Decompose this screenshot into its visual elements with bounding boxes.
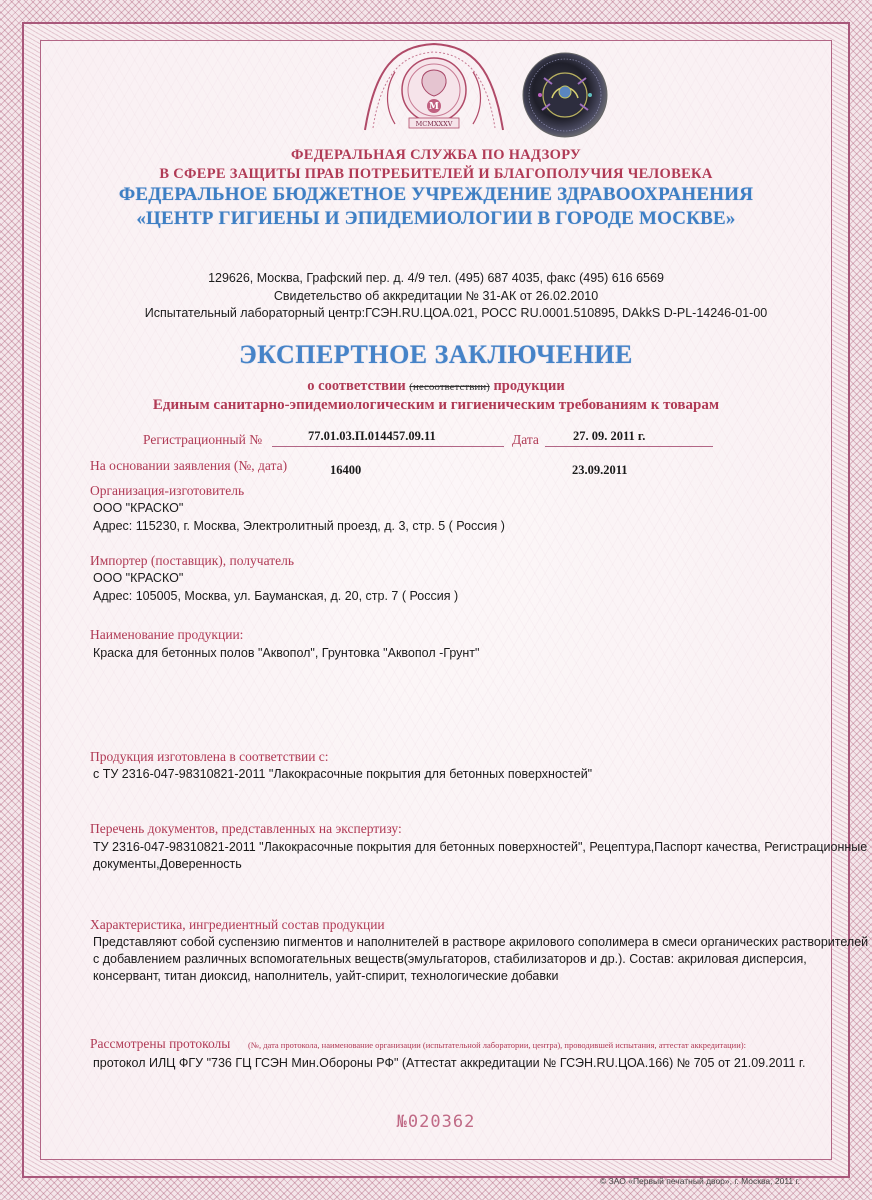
- lab-center-codes: Испытательный лабораторный центр:ГСЭН.RU.ЦОА.021, РОСС RU.0001.510895, DAkkS D-PL-14246-01-00: [144, 306, 768, 320]
- subtitle-pre: о соответствии: [307, 378, 410, 394]
- produced-per-label: Продукция изготовлена в соответствии с:: [90, 749, 329, 764]
- serial-number: №020362: [396, 1112, 476, 1132]
- svg-text:М: М: [429, 102, 439, 112]
- reg-number-value: 77.01.03.П.014457.09.11: [308, 429, 436, 443]
- agency-line-1: ФЕДЕРАЛЬНАЯ СЛУЖБА ПО НАДЗОРУ: [291, 147, 581, 163]
- institution-seal-icon: [355, 38, 513, 138]
- basis-number: 16400: [330, 463, 362, 477]
- importer-label: Импортер (поставщик), получатель: [90, 553, 295, 568]
- reg-number-underline: [272, 446, 504, 447]
- manufacturer-label: Организация-изготовитель: [90, 483, 245, 498]
- composition-line-3: консервант, титан диоксид, наполнитель, уайт-спирит, технологические добавки: [93, 969, 559, 983]
- composition-line-1: Представляют собой суспензию пигментов и наполнителей в растворе акрилового сополимера в смеси органических растворителей: [93, 935, 869, 949]
- date-value: 27. 09. 2011 г.: [573, 429, 646, 443]
- printer-imprint: © ЗАО «Первый печатный двор», г. Москва, 2011 г.: [600, 1176, 800, 1186]
- reg-number-label: Регистрационный №: [143, 432, 263, 447]
- documents-line-2: документы,Доверенность: [93, 857, 242, 871]
- product-label: Наименование продукции:: [90, 627, 244, 642]
- protocols-value: протокол ИЛЦ ФГУ "736 ГЦ ГСЭН Мин.Обороны РФ" (Аттестат аккредитации № ГСЭН.RU.ЦОА.166) № 705 от 21.09.2011 г.: [93, 1056, 806, 1070]
- protocols-label: Рассмотрены протоколы: [90, 1036, 231, 1051]
- produced-per-value: с ТУ 2316-047-98310821-2011 "Лакокрасочные покрытия для бетонных поверхностей": [93, 767, 593, 781]
- institution-line-1: ФЕДЕРАЛЬНОЕ БЮДЖЕТНОЕ УЧРЕЖДЕНИЕ ЗДРАВООХРАНЕНИЯ: [118, 184, 754, 205]
- manufacturer-address: Адрес: 115230, г. Москва, Электролитный проезд, д. 3, стр. 5 ( Россия ): [93, 519, 505, 533]
- importer-name: ООО "КРАСКО": [93, 571, 184, 585]
- document-title: ЭКСПЕРТНОЕ ЗАКЛЮЧЕНИЕ: [239, 340, 633, 369]
- product-value: Краска для бетонных полов "Аквопол", Грунтовка "Аквопол -Грунт": [93, 646, 480, 660]
- accreditation-certificate: Свидетельство об аккредитации № 31-АК от 26.02.2010: [273, 289, 599, 303]
- document-subtitle-2: Единым санитарно-эпидемиологическим и гигиеническим требованиям к товарам: [152, 397, 720, 413]
- date-label: Дата: [512, 432, 539, 447]
- basis-date: 23.09.2011: [572, 463, 628, 477]
- manufacturer-name: ООО "КРАСКО": [93, 501, 184, 515]
- svg-text:MCMXXXV: MCMXXXV: [415, 120, 453, 128]
- basis-label: На основании заявления (№, дата): [90, 458, 288, 473]
- institution-address: 129626, Москва, Графский пер. д. 4/9 тел. (495) 687 4035, факс (495) 616 6569: [208, 271, 664, 285]
- institution-line-2: «ЦЕНТР ГИГИЕНЫ И ЭПИДЕМИОЛОГИИ В ГОРОДЕ МОСКВЕ»: [136, 208, 736, 229]
- protocols-hint: (№, дата протокола, наименование организации (испытательной лаборатории, центра), проводившей испытания, аттестат аккредитации):: [248, 1040, 746, 1050]
- documents-label: Перечень документов, представленных на экспертизу:: [90, 821, 402, 836]
- importer-address: Адрес: 105005, Москва, ул. Бауманская, д. 20, стр. 7 ( Россия ): [93, 589, 459, 603]
- subtitle-struck-word: (несоответствии): [409, 381, 490, 393]
- date-underline: [545, 446, 713, 447]
- subtitle-post: продукции: [489, 378, 565, 394]
- document-subtitle: [0, 378, 872, 395]
- composition-label: Характеристика, ингредиентный состав продукции: [90, 917, 385, 932]
- composition-line-2: с добавлением различных вспомогательных веществ(эмульгаторов, стабилизаторов и др.). Состав: акриловая дисперсия,: [93, 952, 807, 966]
- hologram-seal-icon: [520, 50, 610, 140]
- documents-line-1: ТУ 2316-047-98310821-2011 "Лакокрасочные покрытия для бетонных поверхностей", Рецептура,Паспорт качества, Регистрационные: [93, 840, 868, 854]
- agency-line-2: В СФЕРЕ ЗАЩИТЫ ПРАВ ПОТРЕБИТЕЛЕЙ И БЛАГОПОЛУЧИЯ ЧЕЛОВЕКА: [159, 166, 713, 182]
